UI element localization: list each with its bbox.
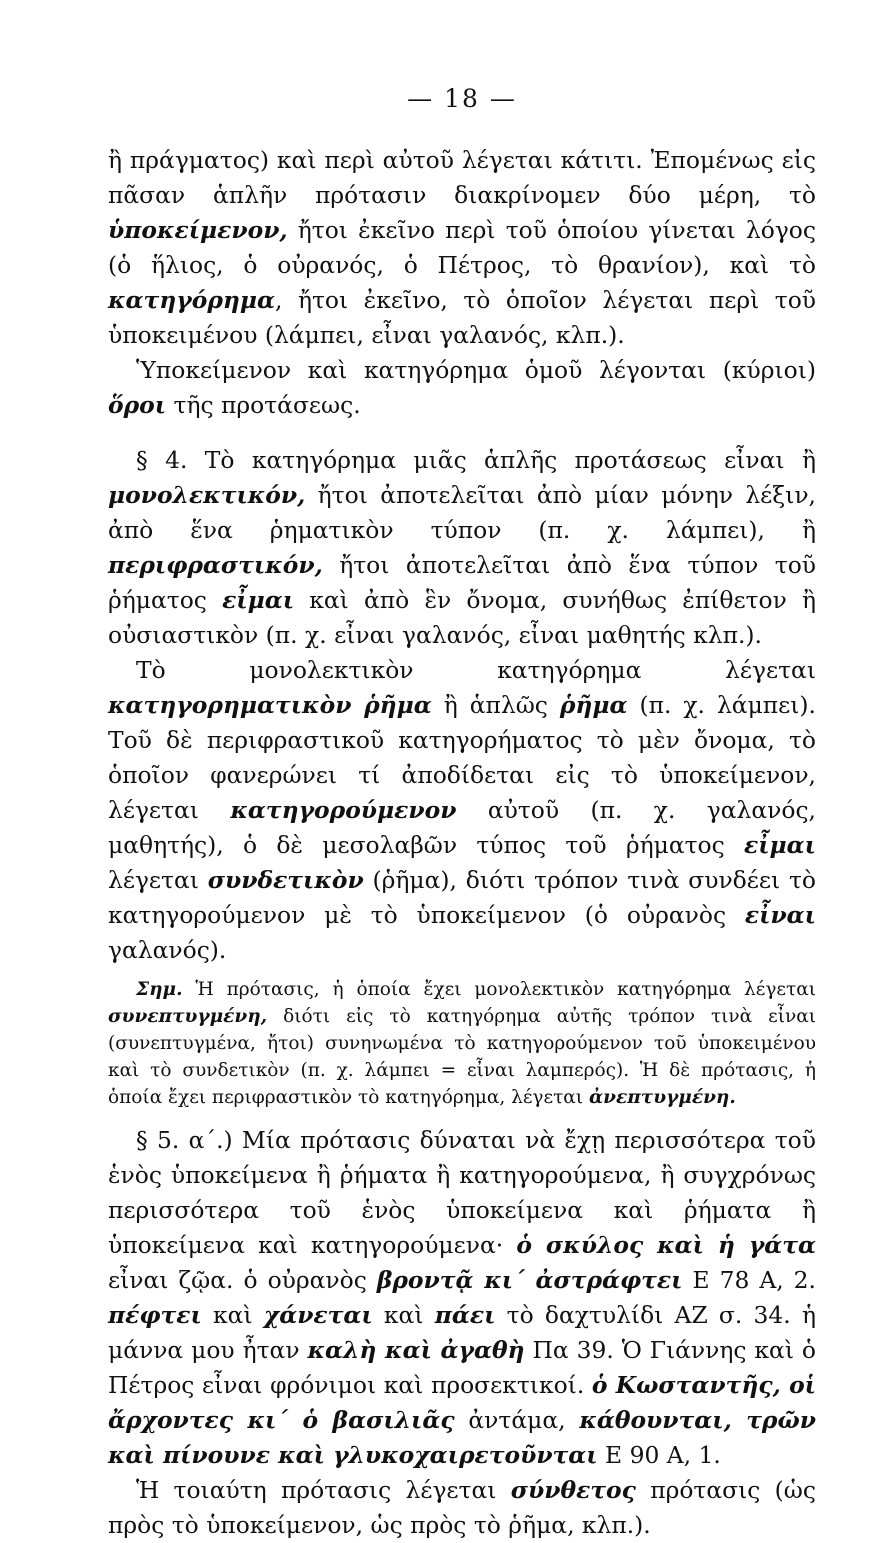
- emphasized-term: πέφτει: [108, 1301, 202, 1329]
- emphasized-term: συνδετικὸν: [207, 866, 364, 894]
- emphasized-term: βροντᾷ κι΄ ἀστράφτει: [376, 1266, 683, 1294]
- text-run: , ἤτοι ἐκεῖνο, τὸ ὁποῖον λέγεται περὶ τοῦ ὑποκειμένου (λάμπει, εἶναι γαλανός, κλπ.).: [108, 286, 816, 349]
- text-run: ἤτοι ἀποτελεῖται ἀπὸ μίαν μόνην λέξιν, ἀπὸ ἕνα ῥηματικὸν τύπον (π. χ. λάμπει), ἢ: [108, 481, 816, 544]
- text-run: καὶ ἀπὸ ἓν ὄνομα, συνήθως ἐπίθετον ἢ οὐσιαστικὸν (π. χ. εἶναι γαλανός, εἶναι μαθητής κλπ.).: [108, 586, 816, 649]
- text-run: Ἡ τοιαύτη πρότασις λέγεται: [136, 1476, 511, 1504]
- emphasized-term: κάθουνται, τρῶν καὶ πίνουνε καὶ γλυκοχαιρετοῦνται: [108, 1406, 816, 1469]
- emphasized-term: μονολεκτικόν,: [108, 481, 306, 509]
- text-run: ἤτοι ἀποτελεῖται ἀπὸ ἕνα τύπον τοῦ ῥήματος: [108, 551, 816, 614]
- emphasized-term: ἀνεπτυγμένη.: [588, 1087, 736, 1108]
- text-run: πρότασις (ὡς πρὸς τὸ ὑποκείμενον, ὡς πρὸς τὸ ῥῆμα, κλπ.).: [108, 1476, 816, 1539]
- text-run: ἢ ἁπλῶς: [431, 691, 560, 719]
- emphasized-term: κατηγόρημα: [108, 286, 276, 314]
- emphasized-term: περιφραστικόν,: [108, 551, 323, 579]
- text-run: εἶναι ζῷα. ὁ οὐρανὸς: [108, 1266, 377, 1294]
- footnote-remark: [108, 976, 816, 1111]
- text-run: αὐτοῦ (π. χ. γαλανός, μαθητής), ὁ δὲ μεσολαβῶν τύπος τοῦ ῥήματος: [108, 796, 816, 859]
- emphasized-term: εἶναι: [744, 901, 816, 929]
- emphasized-term: ὁ σκύλος καὶ ἡ γάτα: [516, 1231, 816, 1259]
- text-run: Ε 90 Α, 1.: [597, 1441, 721, 1469]
- paragraph-subject-predicate: [108, 143, 816, 353]
- text-run: (ῥῆμα), διότι τρόπον τινὰ συνδέει τὸ κατηγορούμενον μὲ τὸ ὑποκείμενον (ὁ οὐρανὸς: [108, 866, 816, 929]
- emphasized-term: χάνεται: [263, 1301, 373, 1329]
- text-run: § 5. α΄.) Μία πρότασις δύναται νὰ ἔχῃ περισσότερα τοῦ ἑνὸς ὑποκείμενα ἢ ῥήματα ἢ κατηγορούμενα, ἢ συγχρόνως περισσότερα τοῦ ἑνὸς ὑποκείμενα καὶ ῥήματα ἢ ὑποκείμενα καὶ κατηγορούμενα·: [108, 1126, 816, 1259]
- text-run: Ε 78 Α, 2.: [682, 1266, 816, 1294]
- paragraph-terms: [108, 353, 816, 423]
- text-run: ἢ πράγματος) καὶ περὶ αὐτοῦ λέγεται κάτιτι. Ἐπομένως εἰς πᾶσαν ἁπλῆν πρότασιν διακρίνομεν δύο μέρη, τὸ: [108, 146, 816, 209]
- emphasized-term: Σημ.: [136, 979, 183, 1000]
- text-run: § 4. Τὸ κατηγόρημα μιᾶς ἁπλῆς προτάσεως εἶναι ἢ: [136, 446, 816, 474]
- text-run: ἀντάμα,: [454, 1406, 580, 1434]
- paragraph-section-5: [108, 1123, 816, 1473]
- text-run: τὸ δαχτυλίδι ΑΖ σ. 34. ἡ μάννα μου ἦταν: [108, 1301, 816, 1364]
- emphasized-term: σύνθετος: [510, 1476, 636, 1504]
- paragraph-compound-sentence: [108, 1473, 816, 1543]
- paragraph-verb-predicate: [108, 653, 816, 968]
- text-run: καὶ: [372, 1301, 435, 1329]
- emphasized-term: ὑποκείμενον,: [108, 216, 288, 244]
- emphasized-term: εἶμαι: [744, 831, 816, 859]
- text-run: γαλανός).: [108, 936, 227, 964]
- text-run: τῆς προτάσεως.: [166, 391, 361, 419]
- text-run: ἤτοι ἐκεῖνο περὶ τοῦ ὁποίου γίνεται λόγος (ὁ ἥλιος, ὁ οὐρανός, ὁ Πέτρος, τὸ θρανίον), καὶ τὸ: [108, 216, 816, 279]
- page-number: — 18 —: [407, 84, 517, 113]
- text-run: λέγεται: [108, 866, 208, 894]
- emphasized-term: καλὴ καὶ ἀγαθὴ: [307, 1336, 525, 1364]
- emphasized-term: κατηγορούμενον: [230, 796, 457, 824]
- text-run: διότι εἰς τὸ κατηγόρημα αὐτῆς τρόπον τινὰ εἶναι (συνεπτυγμένα, ἤτοι) συνηνωμένα τὸ κατηγορούμενον τοῦ ὑποκειμένου καὶ τὸ συνδετικὸν (π. χ. λάμπει = εἶναι λαμπερός). Ἡ δὲ πρότασις, ἡ ὁποία ἔχει περιφραστικὸν τὸ κατηγόρημα, λέγεται: [108, 1006, 816, 1108]
- text-run: (π. χ. λάμπει). Τοῦ δὲ περιφραστικοῦ κατηγορήματος τὸ μὲν ὄνομα, τὸ ὁποῖον φανερώνει τί ἀποδίδεται εἰς τὸ ὑποκείμενον, λέγεται: [108, 691, 816, 824]
- emphasized-term: κατηγορηματικὸν ῥῆμα: [108, 691, 432, 719]
- emphasized-term: ὁ Κωσταντῆς, οἱ ἄρχοντες κι΄ ὁ βασιλιᾶς: [108, 1371, 816, 1434]
- text-run: Τὸ μονολεκτικὸν κατηγόρημα λέγεται: [136, 656, 816, 684]
- emphasized-term: εἶμαι: [222, 586, 295, 614]
- text-run: Ὑποκείμενον καὶ κατηγόρημα ὁμοῦ λέγονται (κύριοι): [136, 356, 816, 384]
- emphasized-term: ὅροι: [108, 391, 167, 419]
- emphasized-term: συνεπτυγμένη,: [108, 1006, 268, 1027]
- emphasized-term: πάει: [434, 1301, 496, 1329]
- text-run: καὶ: [201, 1301, 264, 1329]
- paragraph-section-4: [108, 443, 816, 653]
- text-run: Ἡ πρότασις, ἡ ὁποία ἔχει μονολεκτικὸν κατηγόρημα λέγεται: [182, 979, 816, 1000]
- emphasized-term: ῥῆμα: [559, 691, 628, 719]
- text-run: Πα 39. Ὁ Γιάννης καὶ ὁ Πέτρος εἶναι φρόνιμοι καὶ προσεκτικοί.: [108, 1336, 816, 1399]
